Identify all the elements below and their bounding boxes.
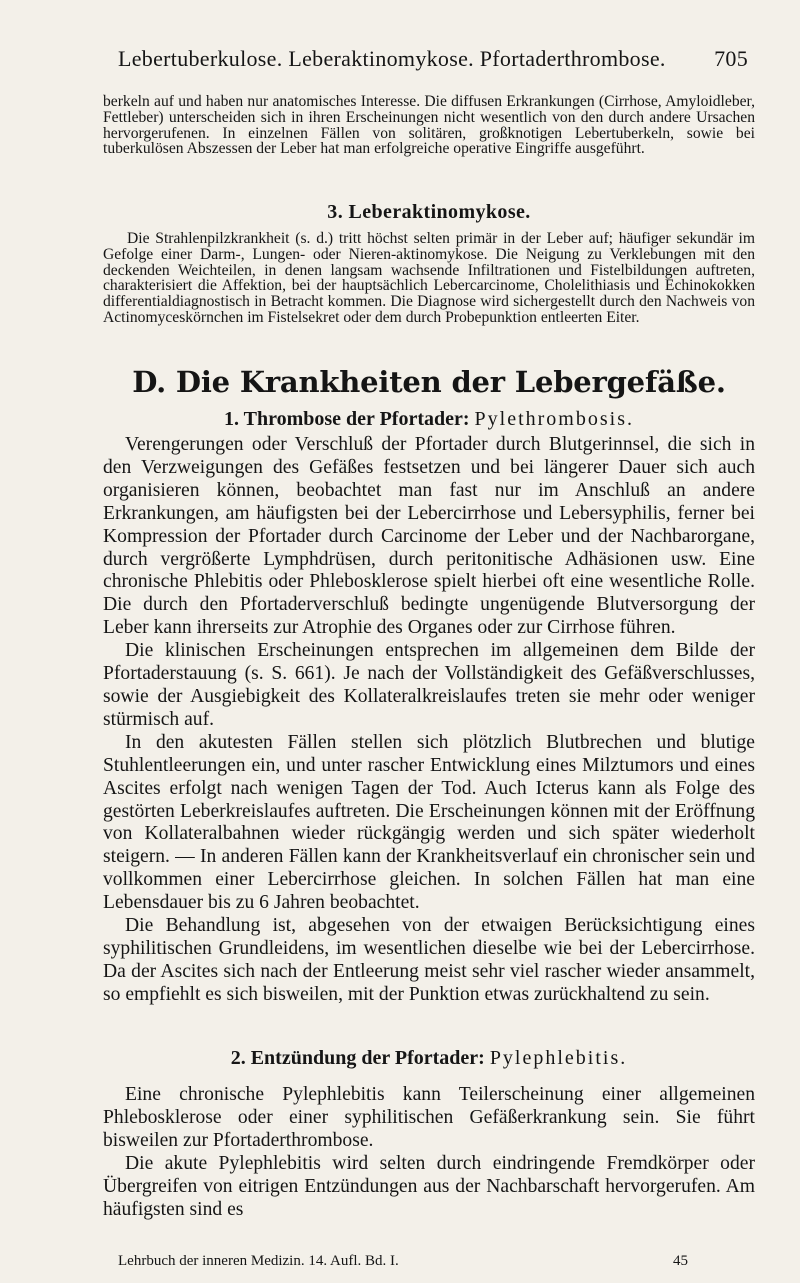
section-2-body	[103, 1084, 755, 1221]
page-footer	[118, 1253, 688, 1270]
footer-signature: 45	[673, 1253, 688, 1269]
section-1-body	[103, 434, 755, 1007]
section-2-heading-spaced: Pylephlebitis.	[489, 1047, 628, 1069]
section-2-paragraph: Die akute Pylephlebitis wird selten durch eindringende Fremdkörper oder Übergreifen von eitrigen Entzündungen aus der Nachbarschaft hervorgerufen. Am häufigsten sind es	[103, 1152, 755, 1220]
section-3-paragraph: Die Strahlenpilzkrankheit (s. d.) tritt höchst selten primär in der Leber auf; häufiger sekundär im Gefolge einer Darm-, Lungen- oder Nieren-aktinomykose. Die Neigung zu Verklebungen mit den deckenden Weichteilen, in denen langsam wachsende Infiltrationen und Fistelbildungen auftreten, charakterisiert die Affektion, bei der hauptsächlich Lebercarcinome, Cholelithiasis und Echinokokken differentialdiagnostisch in Betracht kommen. Die Diagnose wird sichergestellt durch den Nachweis von Actinomyceskörnchen im Fistelsekret oder dem durch Probepunktion entleerten Eiter.	[103, 230, 755, 326]
section-3-heading-block	[103, 201, 755, 224]
chapter-heading-block	[103, 365, 755, 399]
section-heading-thrombose	[103, 408, 755, 431]
running-head	[104, 46, 748, 76]
section-1-paragraph: In den akutesten Fällen stellen sich plötzlich Blutbrechen und blutige Stuhlentleerungen ein, und unter rascher Entwicklung eines Milztumors und eines Ascites erfolgt nach wenigen Tagen der Tod. Auch Icterus kann als Folge des gestörten Leberkreislaufes auftreten. Die Erscheinungen können mit der Eröffnung von Kollateralbahnen wieder rückgängig werden und sich später wiederholt steigern. — In anderen Fällen kann der Krankheitsverlauf ein chronischer sein und vollkommen einer Lebercirrhose gleichen. In solchen Fällen hat man eine Lebensdauer bis zu 6 Jahren beobachtet.	[103, 731, 755, 914]
section-2-heading-text: 2. Entzündung der Pfortader:	[230, 1047, 485, 1069]
section-1-paragraph: Verengerungen oder Verschluß der Pfortader durch Blutgerinnsel, die sich in den Verzweigungen des Gefäßes festsetzen und bei längerer Dauer sich auch organisieren können, beobachtet man fast nur im Anschluß an andere Erkrankungen, am häufigsten bei der Lebercirrhose und Lebersyphilis, ferner bei Kompression der Pfortader durch Carcinome der Leber und der Nachbarorgane, durch vergrößerte Lymphdrüsen, durch peritonitische Adhäsionen usw. Eine chronische Phlebitis oder Phlebosklerose spielt hierbei oft eine wesentliche Rolle. Die durch den Pfortaderverschluß bedingte ungenügende Blutversorgung der Leber kann ihrerseits zur Atrophie des Organes oder zur Cirrhose führen.	[103, 434, 755, 639]
section-1-heading-block	[103, 408, 755, 431]
section-1-paragraph: Die klinischen Erscheinungen entsprechen im allgemeinen dem Bilde der Pfortaderstauung (s. S. 661). Je nach der Vollständigkeit des Gefäßverschlusses, sowie der Ausgiebigkeit des Kollateralkreislaufes treten sie mehr oder weniger stürmisch auf.	[103, 640, 755, 730]
page-number: 705	[714, 46, 748, 71]
chapter-heading: D. Die Krankheiten der Lebergefäße.	[132, 365, 726, 399]
section-2-heading-block	[103, 1047, 755, 1070]
running-title: Lebertuberkulose. Leberaktinomykose. Pfortaderthrombose.	[118, 46, 666, 71]
section-1-heading-spaced: Pylethrombosis.	[474, 408, 634, 430]
section-heading-entzuendung	[103, 1047, 755, 1070]
section-1-heading-text: 1. Thrombose der Pfortader:	[224, 408, 470, 430]
intro-paragraph: berkeln auf und haben nur anatomisches Interesse. Die diffusen Erkrankungen (Cirrhose, Amyloidleber, Fettleber) unterscheiden sich in ihren Erscheinungen nicht wesentlich von den durch andere Ursachen hervorgerufenen. In einzelnen Fällen von solitären, großknotigen Lebertuberkeln, sowie bei tuberkulösen Abszessen der Leber hat man erfolgreiche operative Eingriffe ausgeführt.	[103, 93, 755, 158]
section-2-paragraph: Eine chronische Pylephlebitis kann Teilerscheinung einer allgemeinen Phlebosklerose oder einer syphilitischen Gefäßerkrankung sein. Sie führt bisweilen zur Pfortaderthrombose.	[103, 1084, 755, 1151]
intro-block	[103, 94, 755, 157]
section-heading-leberaktinomykose: 3. Leberaktinomykose.	[327, 201, 531, 223]
section-3-block	[103, 231, 755, 326]
footer-book-title: Lehrbuch der inneren Medizin. 14. Aufl. Bd. I.	[118, 1253, 399, 1269]
section-1-paragraph: Die Behandlung ist, abgesehen von der etwaigen Berücksichtigung eines syphilitischen Grundleidens, im wesentlichen dieselbe wie bei der Lebercirrhose. Da der Ascites sich nach der Entleerung meist sehr viel rascher wieder ansammelt, so empfiehlt es sich bisweilen, mit der Punktion etwas zurückhaltend zu sein.	[103, 915, 755, 1005]
